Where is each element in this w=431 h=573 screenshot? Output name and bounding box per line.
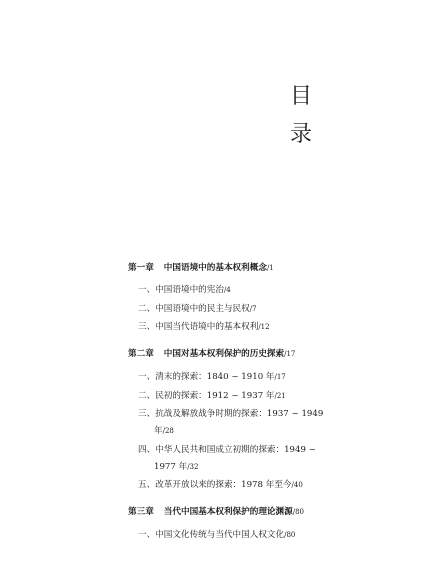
page-number: /7 (249, 305, 257, 313)
chapter-label: 第一章 (128, 263, 154, 273)
entry-text: 一、中国语境中的宪治 (138, 285, 224, 295)
page-number: /80 (292, 508, 304, 516)
page-number: /21 (274, 392, 286, 400)
page-number: /4 (223, 286, 231, 294)
toc-entry-2-4[interactable] (138, 444, 316, 456)
entry-text-continued: 1977 年 (154, 462, 188, 472)
toc-chapter-2[interactable] (128, 348, 295, 360)
chapter-title: 中国对基本权利保护的历史探索 (163, 349, 285, 359)
toc-entry-1-3[interactable] (138, 321, 270, 333)
page-number: /80 (284, 531, 296, 539)
toc-chapter-1[interactable] (128, 262, 274, 274)
toc-entry-2-4-continued[interactable] (154, 461, 198, 473)
page-number: /17 (284, 350, 296, 358)
entry-text: 三、抗战及解放战争时期的探索：1937 ~ 1949 (138, 409, 324, 419)
page-number: /12 (258, 323, 270, 331)
toc-entry-2-3-continued[interactable] (154, 425, 174, 437)
page-number: /1 (266, 264, 274, 272)
toc-chapter-3[interactable] (128, 506, 304, 518)
page-number: /28 (162, 427, 174, 435)
entry-text: 二、民初的探索：1912 ~ 1937 年 (138, 391, 275, 401)
entry-text: 三、中国当代语境中的基本权利 (138, 322, 259, 332)
entry-text-continued: 年 (154, 426, 163, 436)
title-char-mu: 目 (290, 84, 313, 109)
entry-text: 五、改革开放以来的探索：1978 年至今 (138, 480, 292, 490)
entry-text: 四、中华人民共和国成立初期的探索：1949 ~ (138, 445, 316, 455)
entry-text: 一、中国文化传统与当代中国人权文化 (138, 530, 285, 540)
toc-entry-2-3[interactable] (138, 408, 323, 420)
toc-entry-1-2[interactable] (138, 303, 257, 315)
chapter-title: 当代中国基本权利保护的理论渊源 (163, 507, 293, 517)
entry-text: 一、清末的探索：1840 ~ 1910 年 (138, 372, 275, 382)
entry-text: 二、中国语境中的民主与民权 (138, 304, 250, 314)
chapter-label: 第三章 (128, 507, 154, 517)
page-number: /32 (187, 463, 199, 471)
toc-entry-1-1[interactable] (138, 284, 231, 296)
chapter-title: 中国语境中的基本权利概念 (163, 263, 267, 273)
toc-entry-2-1[interactable] (138, 371, 286, 383)
title-char-lu: 录 (290, 122, 313, 147)
page-number: /17 (274, 373, 286, 381)
toc-entry-2-2[interactable] (138, 390, 286, 402)
toc-entry-2-5[interactable] (138, 479, 303, 491)
toc-entry-3-1[interactable] (138, 529, 295, 541)
chapter-label: 第二章 (128, 349, 154, 359)
page-number: /40 (291, 481, 303, 489)
